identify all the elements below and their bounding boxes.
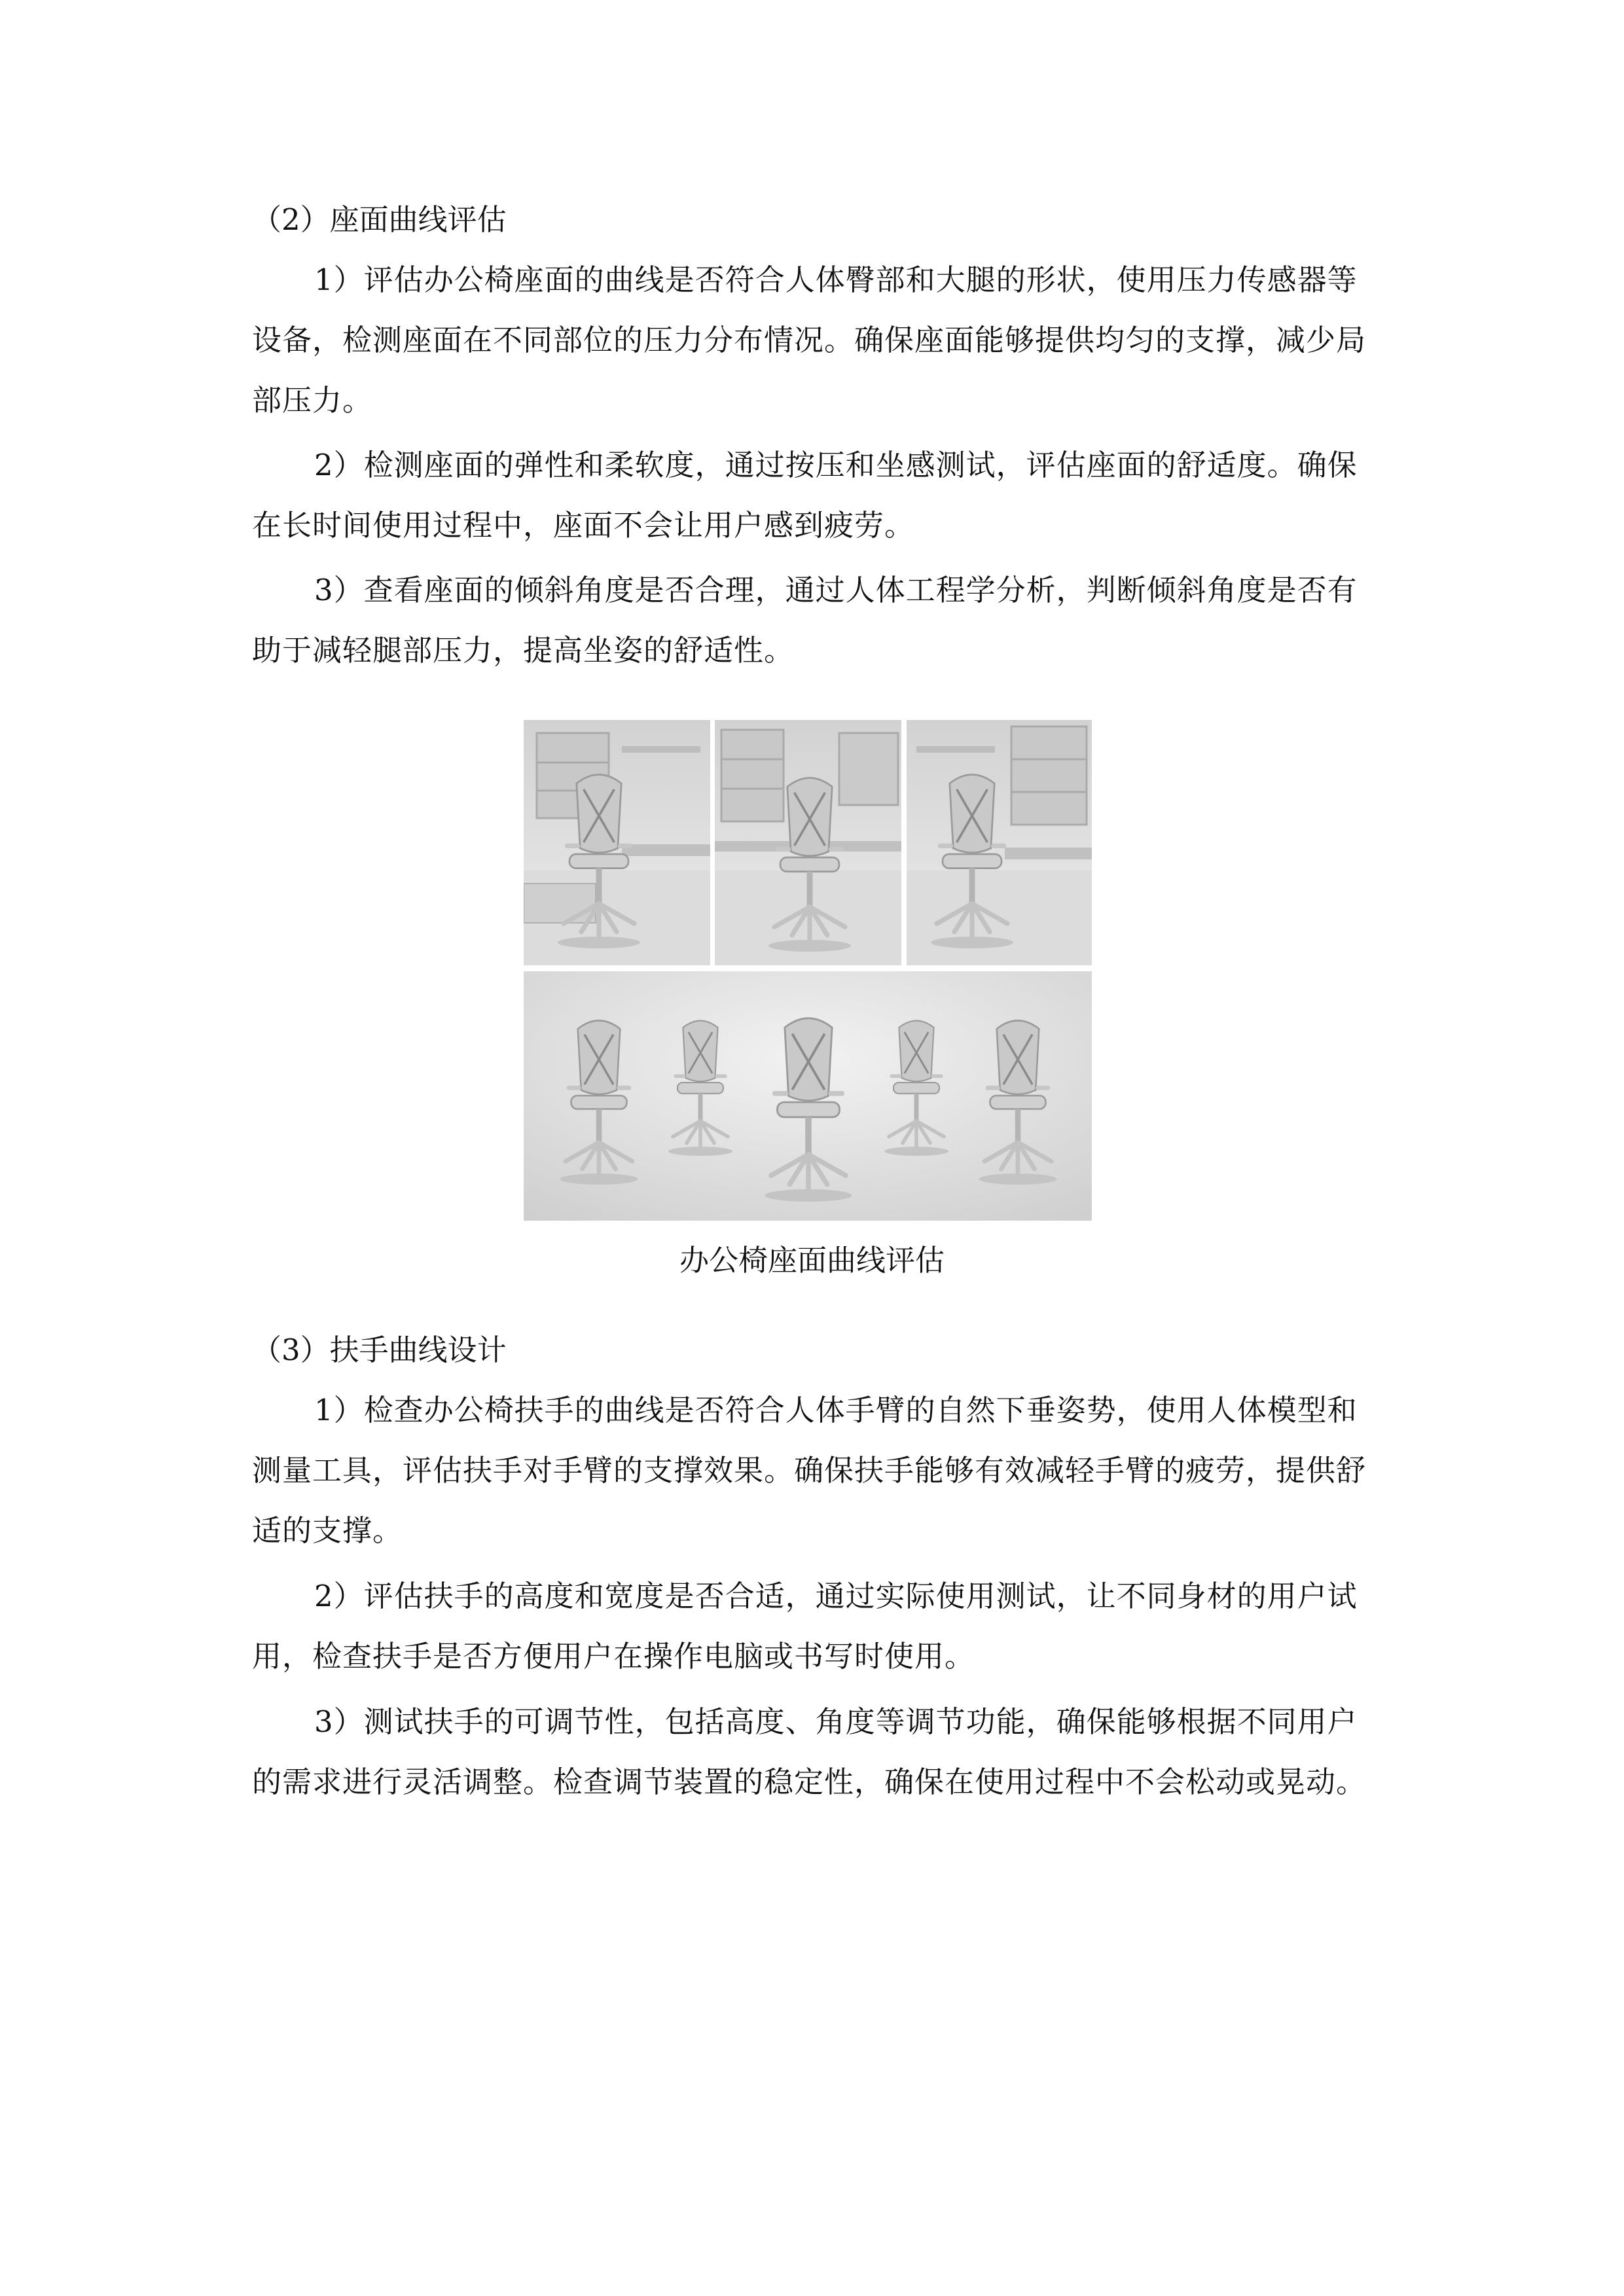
photo-study-room-left xyxy=(524,720,710,965)
photo-study-room-right xyxy=(907,720,1092,965)
paragraph-seat-2: 2）检测座面的弹性和柔软度，通过按压和坐感测试，评估座面的舒适度。确保在长时间使用过程中，座面不会让用户感到疲劳。 xyxy=(252,448,1358,543)
paragraph-armrest-1: 1）检查办公椅扶手的曲线是否符合人体手臂的自然下垂姿势，使用人体模型和测量工具，评估扶手对手臂的支撑效果。确保扶手能够有效减轻手臂的疲劳，提供舒适的支撑。 xyxy=(252,1393,1367,1548)
figure-caption: 办公椅座面曲线评估 xyxy=(679,1243,945,1278)
section-heading-seat-curve: （2）座面曲线评估 xyxy=(252,202,507,237)
paragraph-armrest-3: 3）测试扶手的可调节性，包括高度、角度等调节功能，确保能够根据不同用户的需求进行灵活调整。检查调节装置的稳定性，确保在使用过程中不会松动或晃动。 xyxy=(252,1704,1367,1799)
section-heading-armrest-curve: （3）扶手曲线设计 xyxy=(252,1333,507,1367)
paragraph-armrest-2: 2）评估扶手的高度和宽度是否合适，通过实际使用测试，让不同身材的用户试用，检查扶手是否方便用户在操作电脑或书写时使用。 xyxy=(252,1579,1358,1674)
paragraph-seat-3: 3）查看座面的倾斜角度是否合理，通过人体工程学分析，判断倾斜角度是否有助于减轻腿部压力，提高坐姿的舒适性。 xyxy=(252,573,1358,668)
photo-chair-lineup xyxy=(524,971,1092,1221)
photo-study-room-center xyxy=(715,720,901,965)
paragraph-seat-1: 1）评估办公椅座面的曲线是否符合人体臀部和大腿的形状，使用压力传感器等设备，检测座面在不同部位的压力分布情况。确保座面能够提供均匀的支撑，减少局部压力。 xyxy=(252,262,1367,418)
chair-photo-figure xyxy=(524,720,1092,1221)
